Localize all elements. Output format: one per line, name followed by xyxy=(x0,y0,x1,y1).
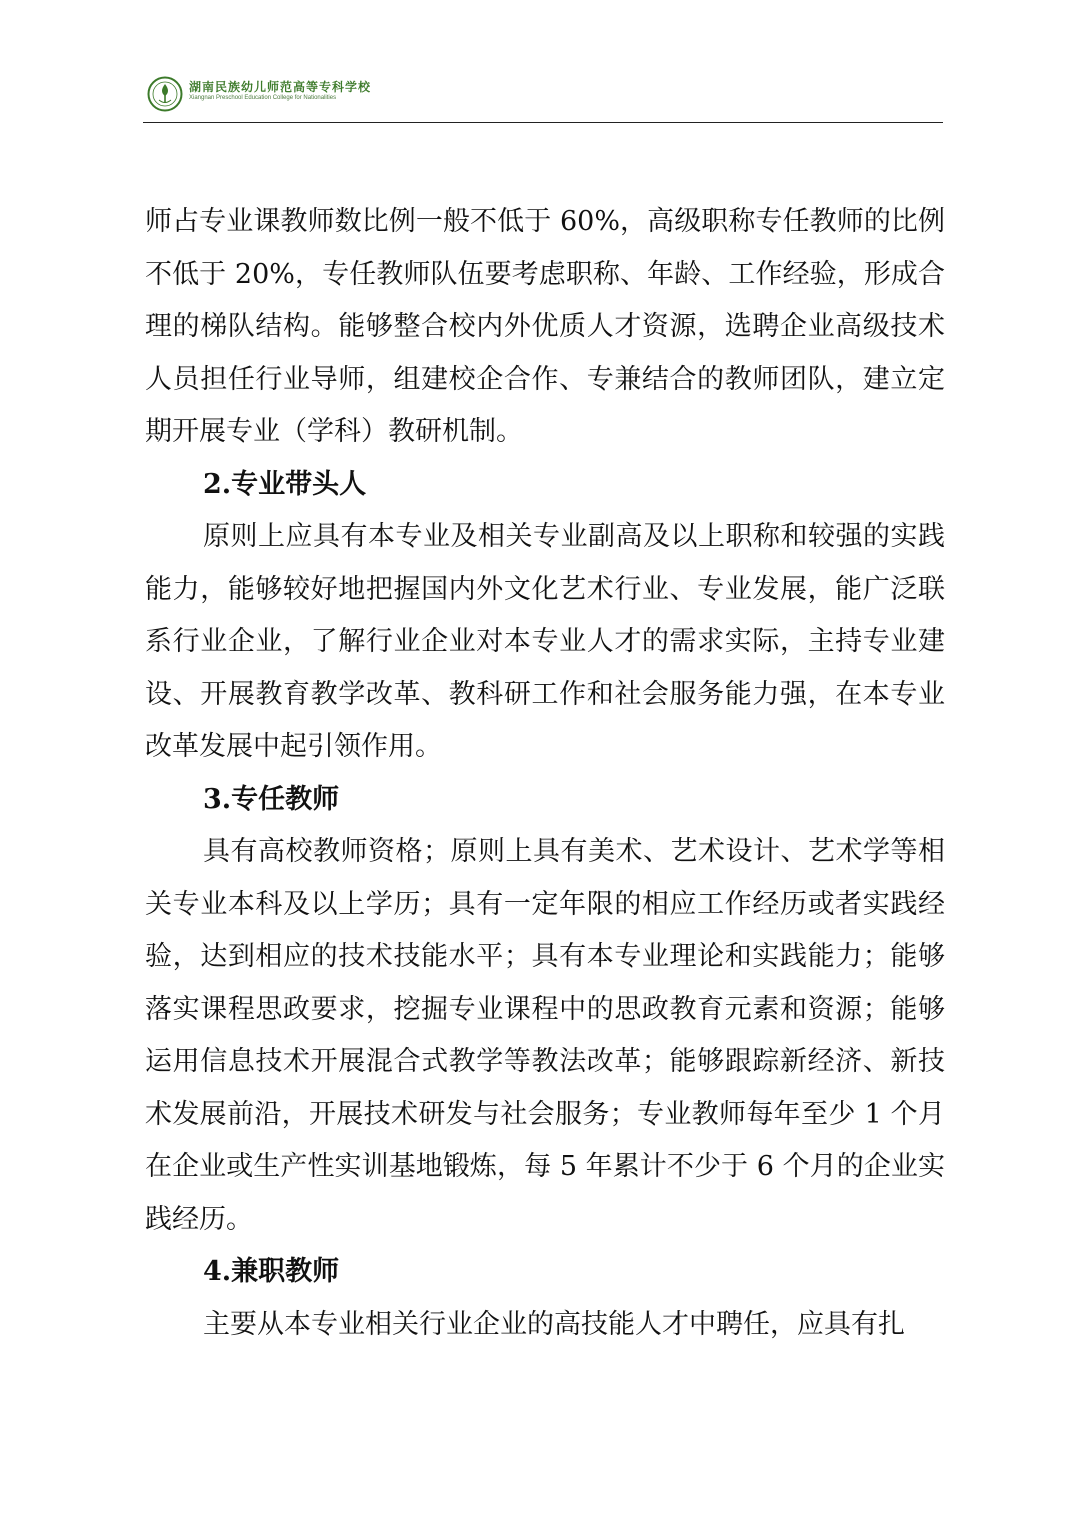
heading-part-time-teachers: 4.兼职教师 xyxy=(203,1256,340,1287)
paragraph-full-time-teachers: 具有高校教师资格；原则上具有美术、艺术设计、艺术学等相关专业本科及以上学历；具有一定年限的相应工作经历或者实践经验，达到相应的技术技能水平；具有本专业理论和实践能力；能够落实课程思政要求，挖掘专业课程中的思政教育元素和资源；能够运用信息技术开展混合式教学等教法改革；能够跟踪新经济、新技术发展前沿，开展技术研发与社会服务；专业教师每年至少 1 个月在企业或生产性实训基地锻炼，每 5 年累计不少于 6 个月的企业实践经历。 xyxy=(145,836,945,1235)
paragraph-professional-leader: 原则上应具有本专业及相关专业副高及以上职称和较强的实践能力，能够较好地把握国内外文化艺术行业、专业发展，能广泛联系行业企业，了解行业企业对本专业人才的需求实际，主持专业建设、开展教育教学改革、教科研工作和社会服务能力强，在本专业改革发展中起引领作用。 xyxy=(145,521,945,762)
school-seal-icon xyxy=(147,76,183,112)
page-header xyxy=(143,68,943,123)
paragraph-part-time-teachers: 主要从本专业相关行业企业的高技能人才中聘任，应具有扎 xyxy=(203,1308,905,1340)
logo-chinese-name: 湖南民族幼儿师范高等专科学校 xyxy=(189,80,372,94)
heading-professional-leader: 2.专业带头人 xyxy=(203,468,367,500)
school-logo xyxy=(189,80,371,103)
heading-full-time-teachers: 3.专任教师 xyxy=(203,783,340,815)
paragraph-teacher-ratio: 师占专业课教师数比例一般不低于 60%，高级职称专任教师的比例不低于 20%，专任教师队伍要考虑职称、年龄、工作经验，形成合理的梯队结构。能够整合校内外优质人才资源，选聘企业高级技术人员担任行业导师，组建校企合作、专兼结合的教师团队，建立定期开展专业（学科）教研机制。 xyxy=(145,206,945,447)
logo-english-name: Xiangnan Preschool Education College for Nationalities xyxy=(189,95,337,101)
document-body xyxy=(145,196,945,1351)
